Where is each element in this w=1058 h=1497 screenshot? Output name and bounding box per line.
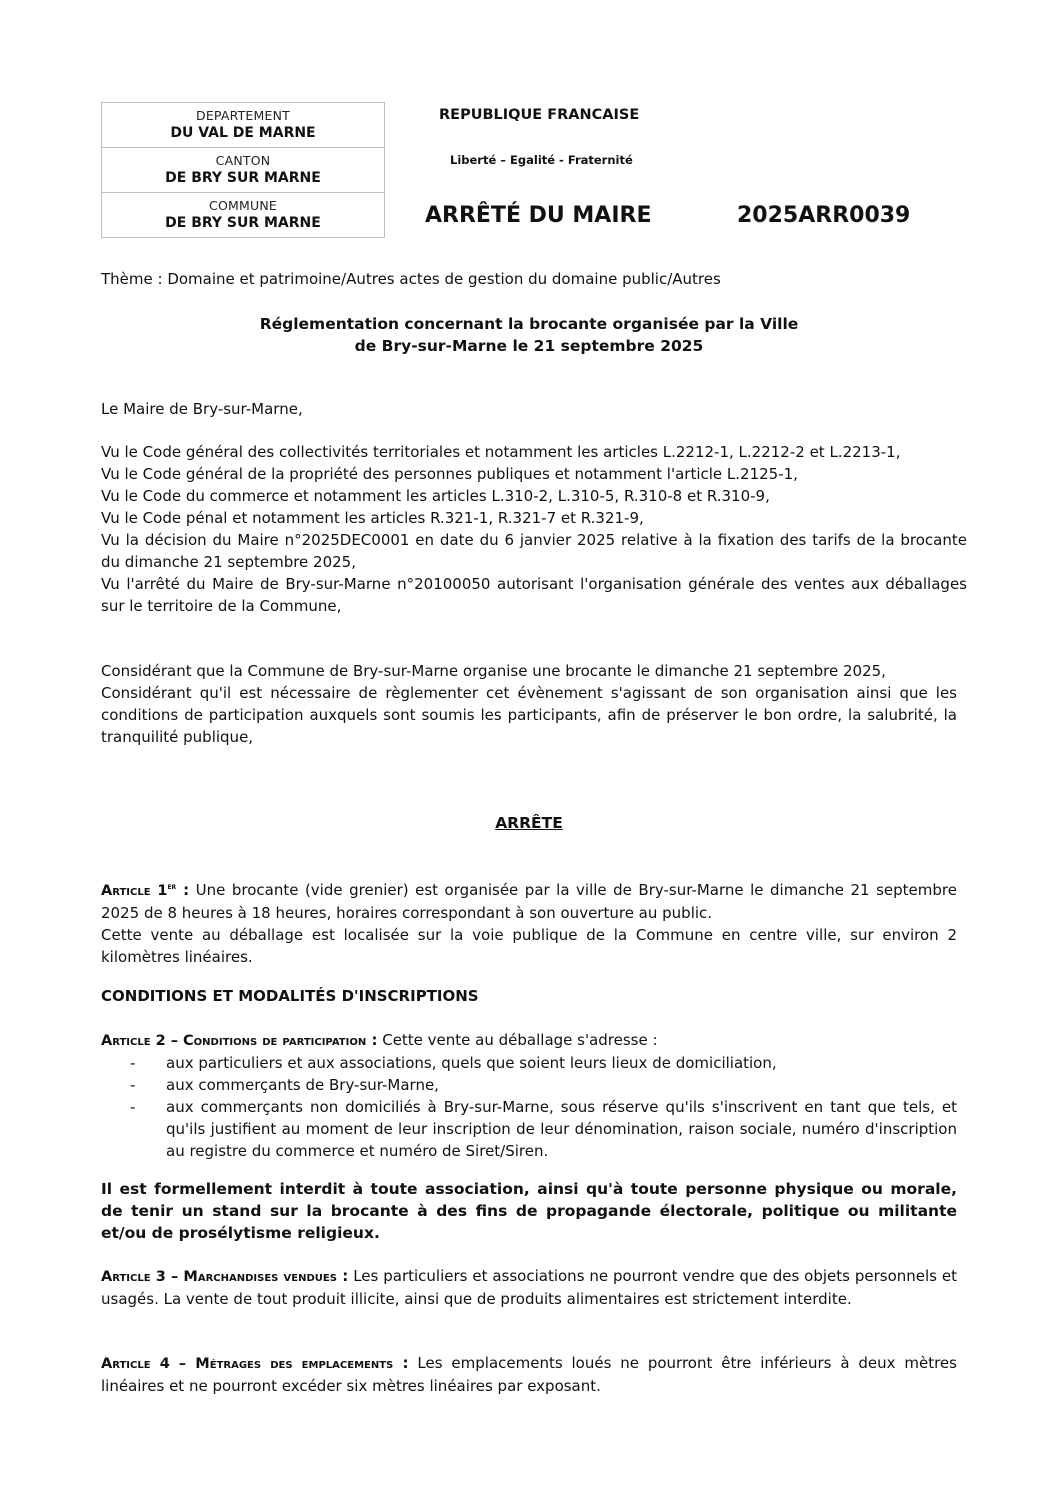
departement-row [102, 103, 385, 148]
list-item: - aux commerçants non domiciliés à Bry-sur-Marne, sous réserve qu'ils s'inscrivent en tant que tels, et qu'ils justifient au moment de leur inscription de leur dénomination, raison sociale, numéro d'inscription au registre du commerce et numéro de Siret/Siren. [101, 1096, 957, 1162]
article-2-label: Article 2 – Conditions de participation [101, 1033, 367, 1049]
vu-paragraph: Vu l'arrêté du Maire de Bry-sur-Marne n°20100050 autorisant l'organisation générale des ventes aux déballages sur le territoire de la Commune, [101, 575, 967, 615]
title-line-2: de Bry-sur-Marne le 21 septembre 2025 [354, 337, 704, 355]
article-2-text: Cette vente au déballage s'adresse : [377, 1031, 658, 1049]
article-1-label [101, 883, 176, 899]
article-4-label: Article 4 – Métrages des emplacements [101, 1356, 394, 1372]
arrete-number: 2025ARR0039 [737, 203, 911, 228]
article-1-paragraph [101, 876, 957, 924]
article-1-sup: er [167, 882, 177, 891]
article-4-sep: : [393, 1354, 409, 1372]
canton-cell [102, 148, 385, 193]
participants-list [101, 1052, 957, 1162]
vu-paragraph: Vu le Code général de la propriété des personnes publiques et notamment l'article L.2125-1, [101, 465, 798, 483]
title-line-1: Réglementation concernant la brocante organisée par la Ville [259, 315, 799, 333]
administrative-header-table [101, 102, 385, 238]
commune-value: DE BRY SUR MARNE [165, 215, 321, 231]
article-3 [101, 1265, 957, 1310]
arrete-title: ARRÊTÉ DU MAIRE [425, 203, 652, 228]
section-heading: CONDITIONS ET MODALITÉS D'INSCRIPTIONS [101, 987, 479, 1005]
vu-paragraph: Vu la décision du Maire n°2025DEC0001 en date du 6 janvier 2025 relative à la fixation des tarifs de la brocante du dimanche 21 septembre 2025, [101, 531, 967, 571]
list-item: - aux particuliers et aux associations, quels que soient leurs lieux de domiciliation, [101, 1052, 957, 1074]
canton-value: DE BRY SUR MARNE [165, 170, 321, 186]
considerant-paragraph: Considérant qu'il est nécessaire de règlementer cet évènement s'agissant de son organisation ainsi que les conditions de participation auxquels sont soumis les participants, afin de préserver le bon ordre, la salubrité, la tranquilité publique, [101, 684, 957, 746]
article-2-sep: : [366, 1031, 378, 1049]
article-1-sep: : [176, 880, 190, 899]
article-2-paragraph [101, 1029, 957, 1052]
republique-heading: REPUBLIQUE FRANCAISE [439, 107, 640, 123]
devise: Liberté – Egalité - Fraternité [450, 153, 633, 167]
departement-label: DEPARTEMENT [196, 108, 290, 123]
article-4 [101, 1352, 957, 1397]
considerant-block [101, 660, 957, 748]
commune-label: COMMUNE [209, 198, 277, 213]
article-4-text: Les emplacements loués ne pourront être inférieurs à deux mètres linéaires et ne pourront excéder six mètres linéaires par exposant. [101, 1354, 957, 1395]
article-3-label: Article 3 – Marchandises vendues [101, 1269, 337, 1285]
intro-line: Le Maire de Bry-sur-Marne, [101, 400, 303, 418]
list-item: - aux commerçants de Bry-sur-Marne, [101, 1074, 957, 1096]
article-1-text: Une brocante (vide grenier) est organisée par la ville de Bry-sur-Marne le dimanche 21 septembre 2025 de 8 heures à 18 heures, horaires correspondant à son ouverture au public. [101, 880, 957, 922]
article-4-paragraph [101, 1352, 957, 1397]
vu-paragraph: Vu le Code général des collectivités territoriales et notamment les articles L.2212-1, L.2212-2 et L.2213-1, [101, 443, 901, 461]
departement-cell [102, 103, 385, 148]
prohibition-notice: Il est formellement interdit à toute association, ainsi qu'à toute personne physique ou morale, de tenir un stand sur la brocante à des fins de propagande électorale, politique ou militante et/ou de prosélytisme religieux. [101, 1180, 957, 1242]
article-3-sep: : [336, 1267, 349, 1285]
article-1-label-text: Article 1 [101, 882, 168, 899]
vu-block [101, 441, 967, 617]
theme-line: Thème : Domaine et patrimoine/Autres actes de gestion du domaine public/Autres [101, 270, 721, 288]
article-1 [101, 876, 957, 968]
commune-row [102, 193, 385, 238]
document-title [101, 313, 957, 357]
vu-paragraph: Vu le Code pénal et notamment les articles R.321-1, R.321-7 et R.321-9, [101, 509, 644, 527]
vu-paragraph: Vu le Code du commerce et notamment les articles L.310-2, L.310-5, R.310-8 et R.310-9, [101, 487, 770, 505]
departement-value: DU VAL DE MARNE [170, 125, 316, 141]
arrete-heading: ARRÊTE [495, 814, 563, 832]
article-3-text: Les particuliers et associations ne pourront vendre que des objets personnels et usagés. La vente de tout produit illicite, ainsi que de produits alimentaires est strictement interdite. [101, 1267, 957, 1308]
article-2 [101, 1029, 957, 1162]
article-1-paragraph-2: Cette vente au déballage est localisée sur la voie publique de la Commune en centre ville, sur environ 2 kilomètres linéaires. [101, 925, 957, 966]
considerant-paragraph: Considérant que la Commune de Bry-sur-Marne organise une brocante le dimanche 21 septembre 2025, [101, 662, 886, 680]
canton-label: CANTON [215, 153, 271, 168]
article-3-paragraph [101, 1265, 957, 1310]
canton-row [102, 148, 385, 193]
commune-cell [102, 193, 385, 238]
